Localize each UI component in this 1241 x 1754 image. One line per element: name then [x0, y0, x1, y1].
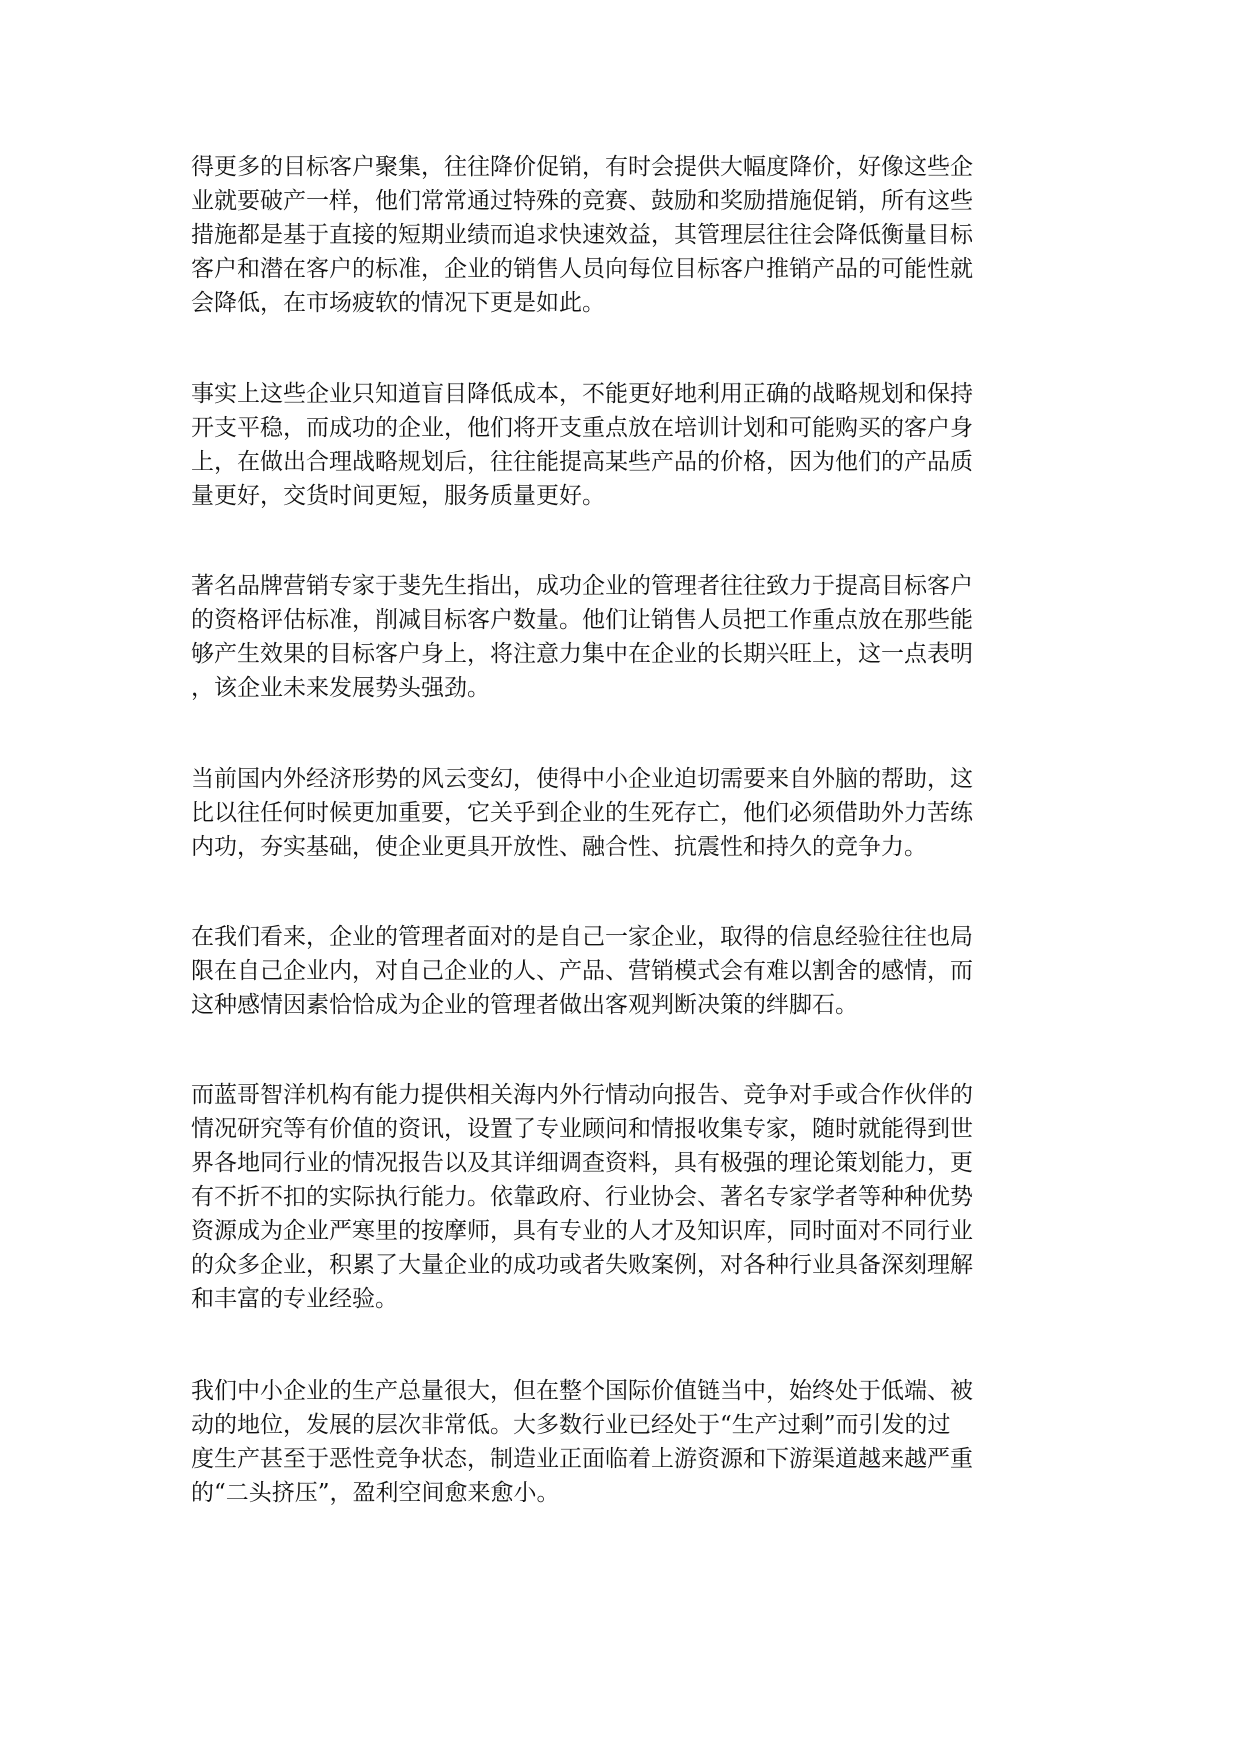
paragraph-3 [191, 569, 1051, 705]
paragraph-line: 而蓝哥智洋机构有能力提供相关海内外行情动向报告、竞争对手或合作伙伴的 [191, 1082, 973, 1108]
paragraph-line: 和丰富的专业经验。 [191, 1286, 398, 1312]
paragraph-1 [191, 150, 1051, 320]
paragraph-line: 开支平稳，而成功的企业，他们将开支重点放在培训计划和可能购买的客户身 [191, 415, 973, 441]
paragraph-line: 的“二头挤压”，盈利空间愈来愈小。 [191, 1480, 560, 1506]
paragraph-line: 量更好，交货时间更短，服务质量更好。 [191, 483, 605, 509]
paragraph-line: 著名品牌营销专家于斐先生指出，成功企业的管理者往往致力于提高目标客户 [191, 573, 973, 599]
paragraph-line: 比以往任何时候更加重要，它关乎到企业的生死存亡，他们必须借助外力苦练 [191, 800, 973, 826]
paragraph-line: 我们中小企业的生产总量很大，但在整个国际价值链当中，始终处于低端、被 [191, 1378, 973, 1404]
paragraph-line: 有不折不扣的实际执行能力。依靠政府、行业协会、著名专家学者等种种优势 [191, 1184, 973, 1210]
paragraph-line: 度生产甚至于恶性竞争状态，制造业正面临着上游资源和下游渠道越来越严重 [191, 1446, 973, 1472]
paragraph-2 [191, 377, 1051, 513]
paragraph-line: 客户和潜在客户的标准，企业的销售人员向每位目标客户推销产品的可能性就 [191, 256, 973, 282]
paragraph-line: 措施都是基于直接的短期业绩而追求快速效益，其管理层往往会降低衡量目标 [191, 222, 973, 248]
paragraph-line: 在我们看来，企业的管理者面对的是自己一家企业，取得的信息经验往往也局 [191, 924, 973, 950]
paragraph-line: 这种感情因素恰恰成为企业的管理者做出客观判断决策的绊脚石。 [191, 992, 858, 1018]
paragraph-line: 的众多企业，积累了大量企业的成功或者失败案例，对各种行业具备深刻理解 [191, 1252, 973, 1278]
paragraph-line: 业就要破产一样，他们常常通过特殊的竞赛、鼓励和奖励措施促销，所有这些 [191, 188, 973, 214]
paragraph-line: ，该企业未来发展势头强劲。 [191, 675, 490, 701]
paragraph-line: 限在自己企业内，对自己企业的人、产品、营销模式会有难以割舍的感情，而 [191, 958, 973, 984]
paragraph-line: 够产生效果的目标客户身上，将注意力集中在企业的长期兴旺上，这一点表明 [191, 641, 973, 667]
paragraph-7 [191, 1374, 1051, 1510]
paragraph-line: 上，在做出合理战略规划后，往往能提高某些产品的价格，因为他们的产品质 [191, 449, 973, 475]
paragraph-line: 资源成为企业严寒里的按摩师，具有专业的人才及知识库，同时面对不同行业 [191, 1218, 973, 1244]
paragraph-line: 的资格评估标准，削减目标客户数量。他们让销售人员把工作重点放在那些能 [191, 607, 973, 633]
paragraph-line: 得更多的目标客户聚集，往往降价促销，有时会提供大幅度降价，好像这些企 [191, 154, 973, 180]
paragraph-line: 事实上这些企业只知道盲目降低成本，不能更好地利用正确的战略规划和保持 [191, 381, 973, 407]
paragraph-line: 动的地位，发展的层次非常低。大多数行业已经处于“生产过剩”而引发的过 [191, 1412, 951, 1438]
paragraph-5 [191, 920, 1051, 1022]
paragraph-line: 当前国内外经济形势的风云变幻，使得中小企业迫切需要来自外脑的帮助，这 [191, 766, 973, 792]
paragraph-6 [191, 1078, 1051, 1316]
paragraph-line: 内功，夯实基础，使企业更具开放性、融合性、抗震性和持久的竞争力。 [191, 834, 927, 860]
paragraph-line: 会降低，在市场疲软的情况下更是如此。 [191, 290, 605, 316]
paragraph-line: 情况研究等有价值的资讯，设置了专业顾问和情报收集专家，随时就能得到世 [191, 1116, 973, 1142]
paragraph-line: 界各地同行业的情况报告以及其详细调查资料，具有极强的理论策划能力，更 [191, 1150, 973, 1176]
paragraph-4 [191, 762, 1051, 864]
